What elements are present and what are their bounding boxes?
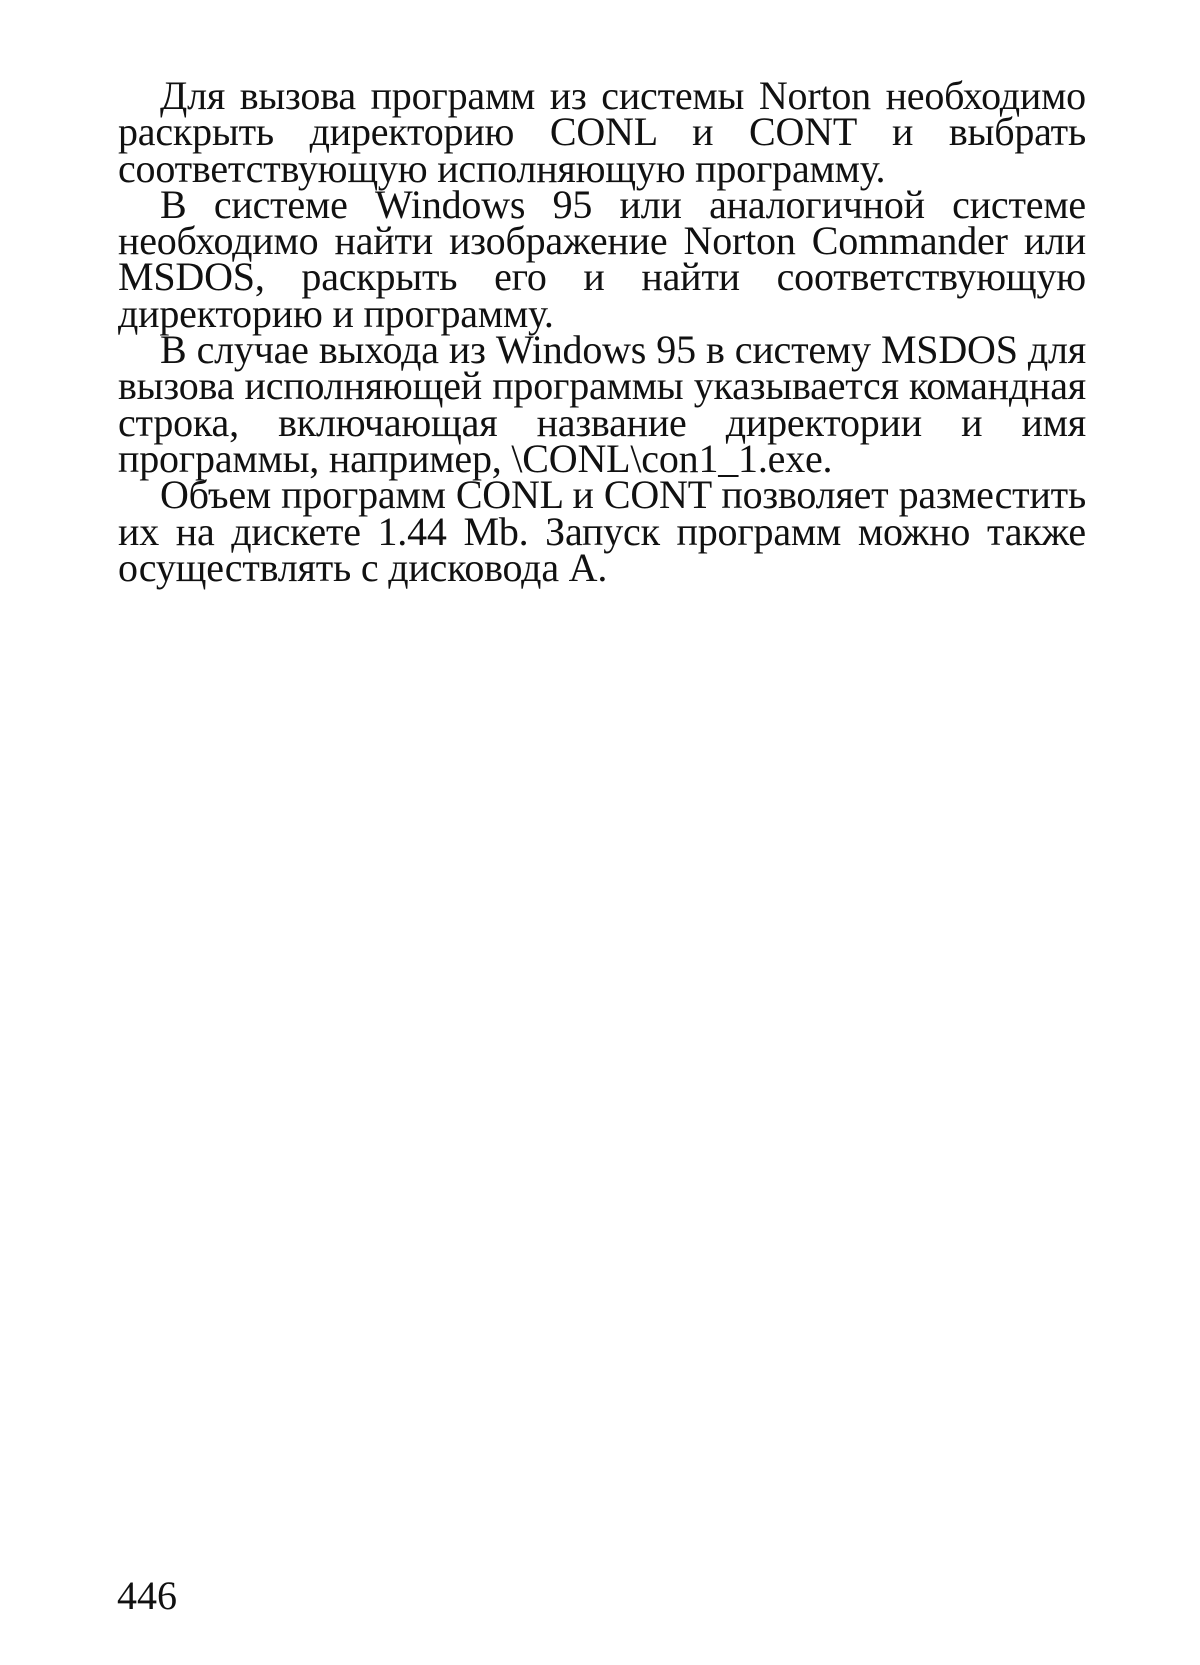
paragraph-windows95: В системе Windows 95 или аналогичной системе необходимо найти изображение Norton Commander или MSDOS, раскрыть его и найти соответствующую директорию и программу. — [118, 181, 1086, 336]
paragraph-diskette: Объем программ CONL и CONT позволяет разместить их на дискете 1.44 Mb. Запуск программ можно также осуществлять с дисковода А. — [118, 472, 1086, 590]
paragraph-msdos-command: В случае выхода из Windows 95 в систему MSDOS для вызова исполняющей программы указывается командная строка, включающая название директории и имя программы, например, \CONL\con1_1.exe. — [118, 327, 1086, 481]
body-text — [118, 73, 1086, 590]
page-number: 446 — [117, 1573, 177, 1618]
paragraph-norton-launch: Для вызова программ из системы Norton необходимо раскрыть директорию CONL и CONT и выбрать соответствующую исполняющую программу. — [118, 73, 1086, 191]
